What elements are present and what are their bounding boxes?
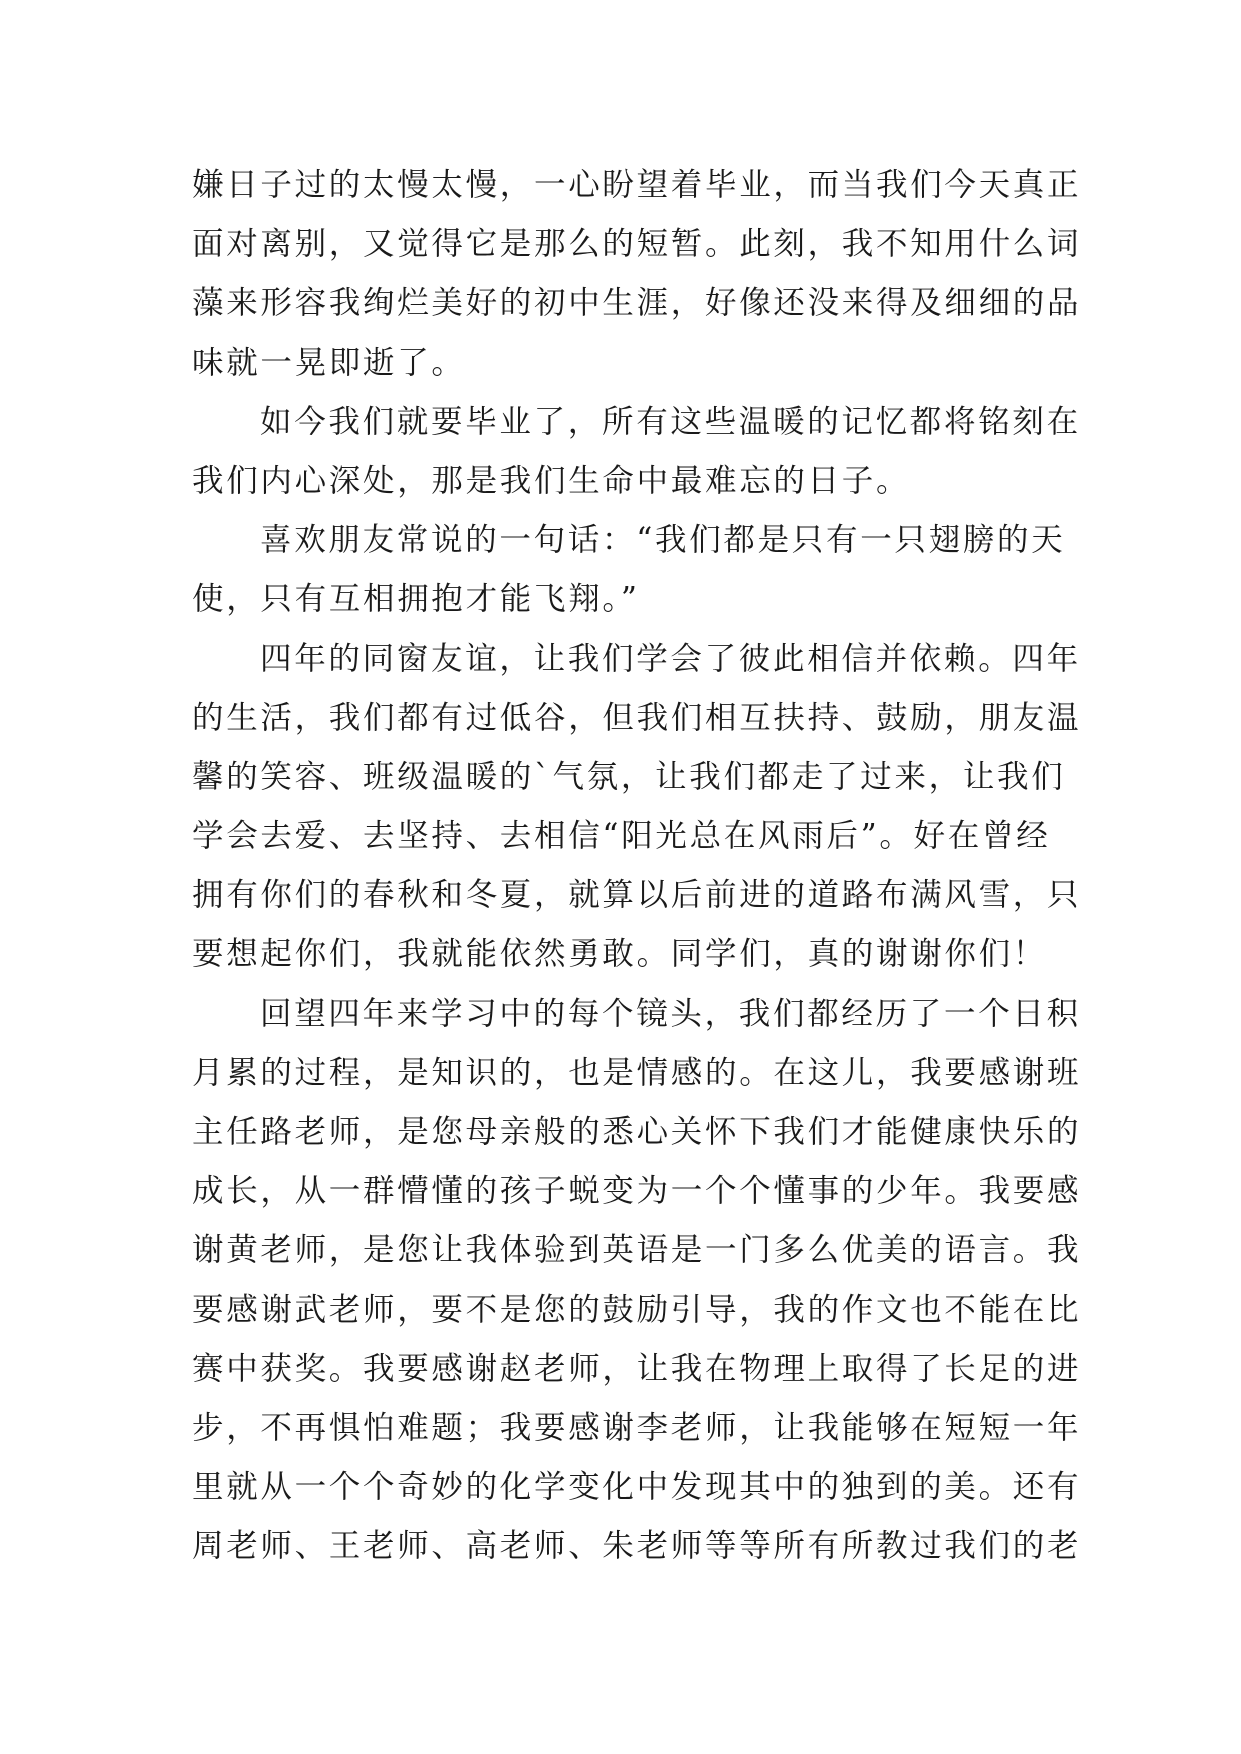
body-text [192, 156, 1082, 1577]
text-line: 月累的过程，是知识的，也是情感的。在这儿，我要感谢班 [192, 1054, 1082, 1091]
text-line: 馨的笑容、班级温暖的`气氛，让我们都走了过来，让我们 [192, 758, 1066, 795]
text-line: 步，不再惧怕难题；我要感谢李老师，让我能够在短短一年 [192, 1409, 1082, 1446]
text-line: 藻来形容我绚烂美好的初中生涯，好像还没来得及细细的品 [192, 285, 1082, 322]
text-line: 嫌日子过的太慢太慢，一心盼望着毕业，而当我们今天真正 [192, 167, 1082, 203]
text-line: 谢黄老师，是您让我体验到英语是一门多么优美的语言。我 [192, 1232, 1082, 1269]
text-line: 要感谢武老师，要不是您的鼓励引导，我的作文也不能在比 [192, 1291, 1082, 1328]
paragraph-first-line: 四年的同窗友谊，让我们学会了彼此相信并依赖。四年 [260, 640, 1081, 677]
paragraph-first-line: 回望四年来学习中的每个镜头，我们都经历了一个日积 [260, 995, 1081, 1032]
text-line: 里就从一个个奇妙的化学变化中发现其中的独到的美。还有 [192, 1469, 1082, 1506]
text-line: 面对离别，又觉得它是那么的短暂。此刻，我不知用什么词 [192, 226, 1082, 263]
text-line: 味就一晃即逝了。 [192, 344, 466, 381]
text-line: 要想起你们，我就能依然勇敢。同学们，真的谢谢你们！ [192, 936, 1048, 973]
text-line: 成长，从一群懵懂的孩子蜕变为一个个懂事的少年。我要感 [192, 1173, 1082, 1210]
text-line: 拥有你们的春秋和冬夏，就算以后前进的道路布满风雪，只 [192, 877, 1082, 914]
text-line: 周老师、王老师、高老师、朱老师等等所有所教过我们的老 [192, 1528, 1082, 1565]
text-line: 主任路老师，是您母亲般的悉心关怀下我们才能健康快乐的 [192, 1114, 1082, 1150]
paragraph-first-line: 喜欢朋友常说的一句话：“我们都是只有一只翅膀的天 [260, 522, 1066, 559]
text-line: 赛中获奖。我要感谢赵老师，让我在物理上取得了长足的进 [192, 1350, 1082, 1387]
text-line: 的生活，我们都有过低谷，但我们相互扶持、鼓励，朋友温 [192, 699, 1082, 736]
paragraph-first-line: 如今我们就要毕业了，所有这些温暖的记忆都将铭刻在 [260, 403, 1081, 440]
text-line: 学会去爱、去坚持、去相信“阳光总在风雨后”。好在曾经 [192, 818, 1051, 855]
text-line: 使，只有互相拥抱才能飞翔。” [192, 581, 640, 618]
text-line: 我们内心深处，那是我们生命中最难忘的日子。 [192, 462, 911, 499]
